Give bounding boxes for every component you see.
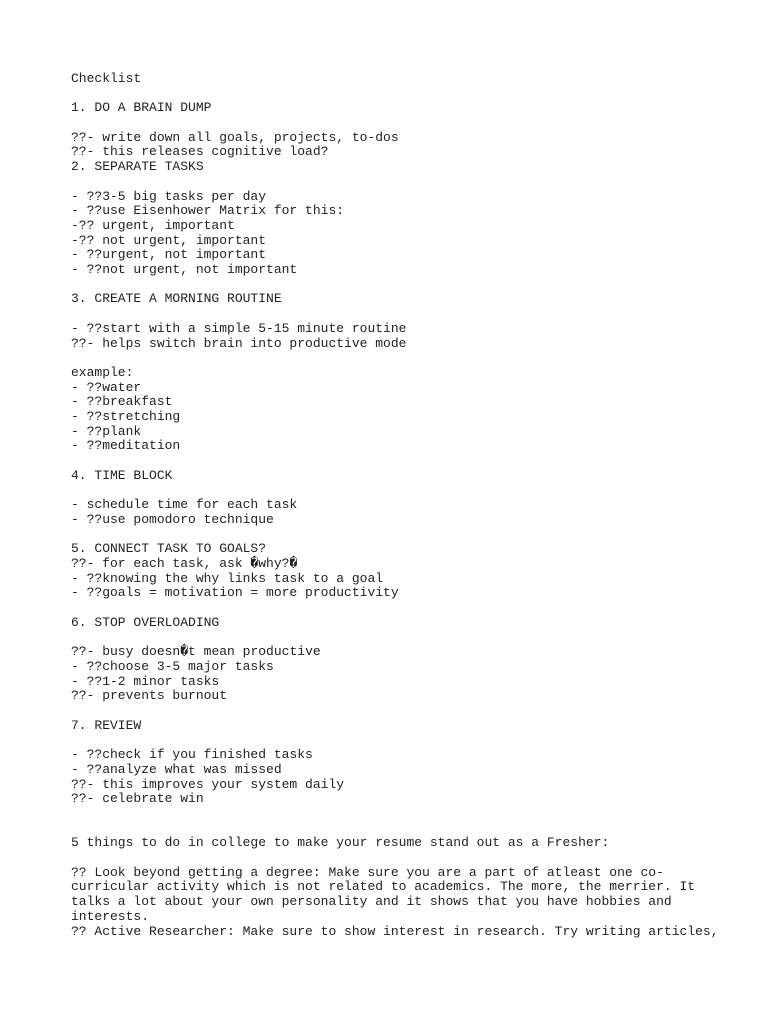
list-item: - ??not urgent, not important xyxy=(71,262,298,278)
list-item: ??- for each task, ask �why?� xyxy=(71,556,298,572)
document-text xyxy=(71,72,731,939)
list-item: - ??choose 3-5 major tasks xyxy=(71,658,274,674)
spacer xyxy=(71,851,731,866)
list-item: - ??urgent, not important xyxy=(71,247,267,263)
spacer xyxy=(71,807,731,836)
section-heading: 5. CONNECT TASK TO GOALS? xyxy=(71,541,267,557)
paragraph-line: ?? Active Researcher: Make sure to show interest in research. Try writing articles, xyxy=(71,923,719,939)
paragraph-line: curricular activity which is not related to academics. The more, the merrier. It xyxy=(71,879,696,895)
list-item: - ??knowing the why links task to a goal xyxy=(71,570,384,586)
spacer xyxy=(71,278,731,293)
section-heading: 2. SEPARATE TASKS xyxy=(71,159,204,175)
paragraph-line: ?? Look beyond getting a degree: Make sure you are a part of atleast one co- xyxy=(71,864,664,880)
section-heading: 4. TIME BLOCK xyxy=(71,467,173,483)
list-item: -?? urgent, important xyxy=(71,217,235,233)
list-item: - ??plank xyxy=(71,423,142,439)
spacer xyxy=(71,175,731,190)
list-item: ??- prevents burnout xyxy=(71,688,228,704)
list-item: - ??goals = motivation = more productivity xyxy=(71,585,399,601)
paragraph-line: interests. xyxy=(71,908,150,924)
list-item: - ??check if you finished tasks xyxy=(71,747,313,763)
example-label: example: xyxy=(71,364,134,380)
list-item: ??- this improves your system daily xyxy=(71,776,345,792)
list-item: - schedule time for each task xyxy=(71,497,298,513)
section-heading: 3. CREATE A MORNING ROUTINE xyxy=(71,291,282,307)
spacer xyxy=(71,601,731,616)
section-heading: 1. DO A BRAIN DUMP xyxy=(71,100,212,116)
list-item: - ??meditation xyxy=(71,438,181,454)
list-item: ??- this releases cognitive load? xyxy=(71,144,329,160)
list-item: - ??stretching xyxy=(71,409,181,425)
paragraph-line: talks a lot about your own personality and it shows that you have hobbies and xyxy=(71,894,672,910)
list-item: ??- helps switch brain into productive mode xyxy=(71,335,407,351)
list-item: - ??breakfast xyxy=(71,394,173,410)
college-heading: 5 things to do in college to make your resume stand out as a Fresher: xyxy=(71,835,610,851)
list-item: - ??use pomodoro technique xyxy=(71,511,274,527)
spacer xyxy=(71,351,731,366)
section-heading: 7. REVIEW xyxy=(71,717,142,733)
spacer xyxy=(71,116,731,131)
spacer xyxy=(71,87,731,102)
section-heading: 6. STOP OVERLOADING xyxy=(71,614,220,630)
list-item: - ??analyze what was missed xyxy=(71,761,282,777)
spacer xyxy=(71,484,731,499)
spacer xyxy=(71,454,731,469)
list-item: ??- celebrate win xyxy=(71,791,204,807)
list-item: - ??water xyxy=(71,379,142,395)
list-item: - ??start with a simple 5-15 minute routine xyxy=(71,320,407,336)
list-item: ??- busy doesn�t mean productive xyxy=(71,644,321,660)
list-item: ??- write down all goals, projects, to-dos xyxy=(71,129,399,145)
document-title: Checklist xyxy=(71,71,142,86)
list-item: -?? not urgent, important xyxy=(71,232,267,248)
spacer xyxy=(71,528,731,543)
list-item: - ??use Eisenhower Matrix for this: xyxy=(71,203,345,219)
list-item: - ??3-5 big tasks per day xyxy=(71,188,267,204)
spacer xyxy=(71,704,731,719)
spacer xyxy=(71,733,731,748)
spacer xyxy=(71,307,731,322)
list-item: - ??1-2 minor tasks xyxy=(71,673,220,689)
